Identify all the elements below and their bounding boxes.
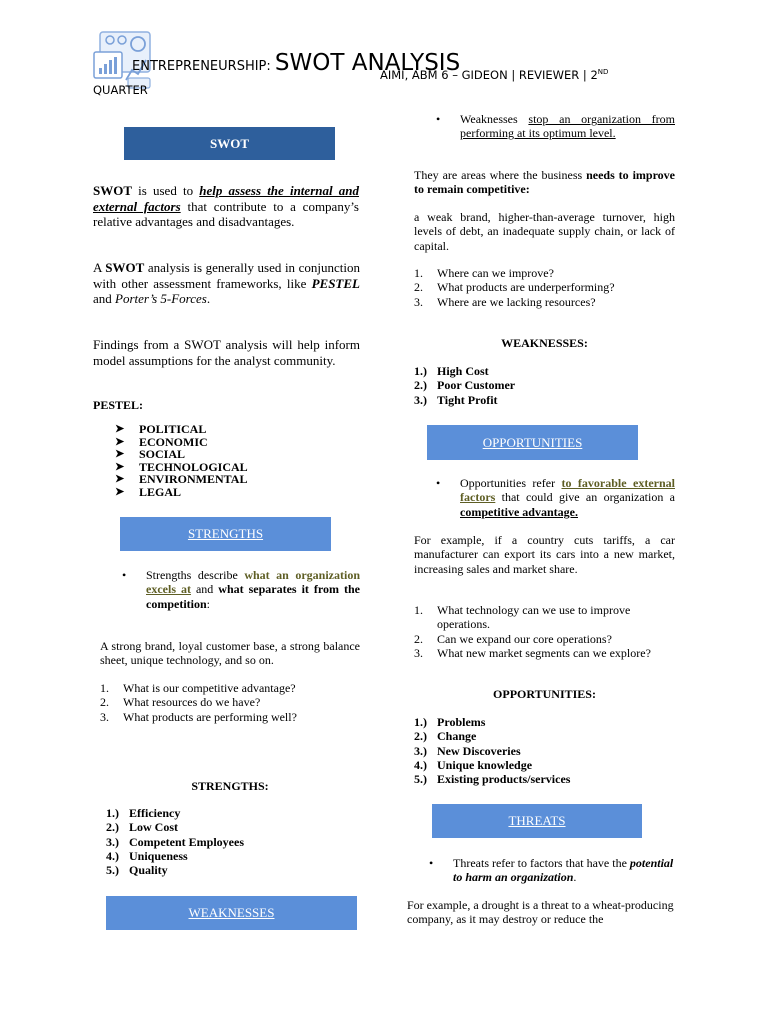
list-item-label: Efficiency — [129, 806, 181, 820]
list-item-label: What is our competitive advantage? — [123, 681, 296, 695]
list-item — [414, 266, 675, 280]
list-number: 1.) — [106, 806, 119, 820]
list-item — [106, 835, 356, 849]
highlight-term: stop an organization from performing at its optimum level. — [460, 112, 675, 141]
list-number: 1.) — [414, 364, 427, 378]
list-item-label: ECONOMIC — [139, 434, 208, 449]
bullet-dot-icon: • — [436, 476, 441, 490]
highlight-term: to favorable external factors — [460, 476, 675, 505]
list-number: 2. — [414, 280, 423, 295]
list-item-label: What new market segments can we explore? — [437, 645, 651, 660]
text-fragment: and — [190, 582, 219, 597]
weaknesses-bullet-list — [436, 112, 675, 141]
title-prefix: ENTREPRENEURSHIP: — [132, 59, 271, 74]
text-fragment: . — [573, 870, 577, 885]
text-fragment: that contribute to a company’s relative advantages and disadvantages. — [93, 198, 359, 229]
arrow-bullet-icon: ➤ — [115, 460, 125, 473]
title-main: SWOT ANALYSIS — [274, 50, 461, 76]
bullet-dot-icon: • — [436, 112, 441, 126]
threats-heading-label: THREATS — [508, 813, 566, 828]
text-fragment: that could give an organization a — [495, 490, 675, 505]
list-number: 2. — [414, 631, 423, 646]
list-item — [436, 112, 675, 141]
text-fragment: analysis is generally used in conjunction with other assessment frameworks, like — [93, 260, 361, 291]
list-item-label: Where are we lacking resources? — [437, 294, 596, 309]
list-number: 4.) — [414, 757, 427, 772]
list-item — [106, 820, 356, 834]
list-item — [414, 378, 675, 392]
list-item-label: SOCIAL — [139, 447, 186, 462]
quarter-label: QUARTER — [93, 83, 148, 97]
list-number: 2.) — [414, 729, 427, 744]
text-fragment: : — [206, 596, 210, 611]
list-item — [414, 632, 675, 646]
threats-bullet-list — [429, 856, 675, 885]
list-item — [115, 473, 248, 486]
list-item-label: Can we expand our core operations? — [437, 631, 612, 646]
subtitle-text: AIMI, ABM 6 – GIDEON | REVIEWER | 2 — [380, 68, 598, 82]
text-fragment: is used to — [132, 183, 200, 198]
list-item-label: ENVIRONMENTAL — [139, 472, 248, 487]
subtitle-sup: ND — [597, 68, 609, 77]
list-item — [414, 393, 675, 407]
text-fragment: Threats refer to factors that have the — [453, 856, 630, 870]
list-item — [436, 476, 675, 519]
highlight-term: competitive advantage. — [460, 504, 578, 519]
list-item-label: Tight Profit — [437, 392, 498, 407]
opportunities-questions — [414, 603, 675, 660]
list-number: 3.) — [414, 743, 427, 758]
list-item — [414, 280, 675, 294]
list-item — [414, 603, 675, 632]
threats-example: For example, a drought is a threat to a wheat-producing company, as it may destroy or reduce the — [407, 898, 674, 927]
strengths-example: A strong brand, loyal customer base, a strong balance sheet, unique technology, and so on. — [100, 639, 360, 668]
list-item-label: What resources do we have? — [123, 695, 261, 710]
list-item-label: What products are underperforming? — [437, 280, 615, 295]
list-item-label: New Discoveries — [437, 743, 521, 758]
list-item — [429, 856, 675, 885]
swot-term: SWOT — [93, 183, 133, 198]
list-item-label: High Cost — [437, 364, 489, 378]
list-item — [115, 486, 248, 499]
strengths-list — [106, 806, 356, 877]
list-item-label: Competent Employees — [129, 834, 244, 849]
opportunities-heading-box — [427, 425, 638, 460]
text-fragment: Strengths describe — [146, 568, 245, 582]
list-number: 5.) — [414, 772, 427, 787]
list-item — [414, 295, 675, 309]
text-fragment: Weaknesses — [460, 112, 529, 126]
weaknesses-heading-label: WEAKNESSES — [188, 905, 275, 920]
list-item — [414, 364, 675, 378]
text-fragment: and — [93, 291, 116, 306]
list-item-label: What products are performing well? — [123, 709, 297, 724]
list-item-label: Quality — [129, 863, 168, 878]
highlight-term: needs to improve to remain competitive: — [414, 168, 676, 197]
list-number: 3.) — [106, 834, 119, 849]
list-item — [414, 715, 675, 729]
swot-heading-box — [124, 127, 335, 160]
list-number: 2. — [100, 695, 109, 710]
text-fragment: A — [93, 260, 106, 275]
list-number: 1.) — [414, 715, 427, 729]
highlight-term: potential to harm an organization — [453, 856, 674, 885]
pestel-list — [115, 423, 248, 499]
weaknesses-list — [414, 364, 675, 407]
list-item — [100, 681, 360, 695]
text-fragment: Opportunities refer — [460, 476, 562, 490]
list-number: 2.) — [414, 378, 427, 393]
list-item-label: Existing products/services — [437, 772, 571, 787]
list-number: 3.) — [414, 392, 427, 407]
weaknesses-example: a weak brand, higher-than-average turnover, high levels of debt, an inadequate supply chain, or lack of capital. — [414, 210, 675, 253]
list-item — [100, 710, 360, 724]
arrow-bullet-icon: ➤ — [115, 448, 125, 461]
list-number: 5.) — [106, 863, 119, 878]
opportunities-heading-label: OPPORTUNITIES — [482, 435, 583, 450]
list-item — [414, 729, 675, 743]
list-item — [100, 695, 360, 709]
arrow-bullet-icon: ➤ — [115, 485, 125, 498]
weaknesses-questions — [414, 266, 675, 309]
list-item — [414, 758, 675, 772]
list-item-label: POLITICAL — [139, 422, 207, 436]
list-item-label: What technology can we use to improve operations. — [437, 603, 631, 632]
arrow-bullet-icon: ➤ — [115, 473, 125, 486]
swot-term: SWOT — [105, 260, 145, 275]
bullet-dot-icon: • — [122, 568, 127, 582]
strengths-heading: STRENGTHS: — [191, 779, 269, 793]
list-number: 2.) — [106, 820, 119, 835]
weaknesses-intro — [414, 168, 675, 197]
highlight-term: what an organization — [244, 568, 360, 582]
weaknesses-heading: WEAKNESSES: — [501, 336, 588, 350]
list-item — [106, 863, 356, 877]
list-item-label: Problems — [437, 715, 486, 729]
list-number: 3. — [100, 709, 109, 724]
list-item-label: Uniqueness — [129, 848, 188, 863]
porter-term: Porter’s 5-Forces — [115, 291, 207, 306]
strengths-heading-box — [120, 517, 331, 551]
swot-heading-label: SWOT — [209, 136, 249, 151]
list-item-label: Where can we improve? — [437, 266, 554, 280]
list-number: 3. — [414, 645, 423, 660]
list-item — [414, 646, 675, 660]
list-item-label: Change — [437, 729, 477, 744]
strengths-heading-label: STRENGTHS — [187, 526, 264, 541]
opportunities-heading: OPPORTUNITIES: — [493, 687, 596, 701]
list-item — [122, 568, 360, 611]
list-item-label: LEGAL — [139, 484, 182, 499]
list-item — [106, 849, 356, 863]
list-number: 1. — [100, 681, 109, 695]
list-item-label: Unique knowledge — [437, 757, 533, 772]
swot-findings-paragraph: Findings from a SWOT analysis will help inform model assumptions for the analyst community. — [93, 337, 360, 368]
weaknesses-heading-box — [106, 896, 357, 930]
page-subtitle — [380, 68, 608, 82]
list-number: 1. — [414, 603, 423, 617]
list-number: 3. — [414, 294, 423, 309]
opportunities-list — [414, 715, 675, 786]
pestel-heading: PESTEL: — [93, 398, 144, 412]
list-item — [106, 806, 356, 820]
bullet-dot-icon: • — [429, 856, 434, 870]
highlight-term: what separates it from the competition — [146, 582, 360, 611]
arrow-bullet-icon: ➤ — [115, 435, 125, 448]
list-item-label: Poor Customer — [437, 378, 516, 393]
threats-heading-box — [432, 804, 642, 838]
strengths-bullet-list — [122, 568, 360, 611]
highlight-term: excels at — [146, 582, 191, 597]
arrow-bullet-icon: ➤ — [115, 423, 125, 435]
list-item — [414, 744, 675, 758]
swot-frameworks-paragraph — [93, 260, 360, 307]
text-fragment: . — [206, 291, 211, 306]
swot-intro-paragraph — [93, 183, 359, 230]
swot-purpose: help assess the internal and external factors — [93, 183, 359, 214]
text-fragment: They are areas where the business — [414, 168, 587, 182]
list-item — [414, 772, 675, 786]
list-number: 1. — [414, 266, 423, 280]
opportunities-example: For example, if a country cuts tariffs, a car manufacturer can export its cars into a new market, increasing sales and market share. — [414, 533, 675, 576]
list-number: 4.) — [106, 848, 119, 863]
list-item-label: Low Cost — [129, 820, 179, 835]
pestel-term: PESTEL — [311, 275, 360, 291]
strengths-questions — [100, 681, 360, 724]
list-item-label: TECHNOLOGICAL — [139, 459, 248, 474]
opportunities-bullet-list — [436, 476, 675, 519]
